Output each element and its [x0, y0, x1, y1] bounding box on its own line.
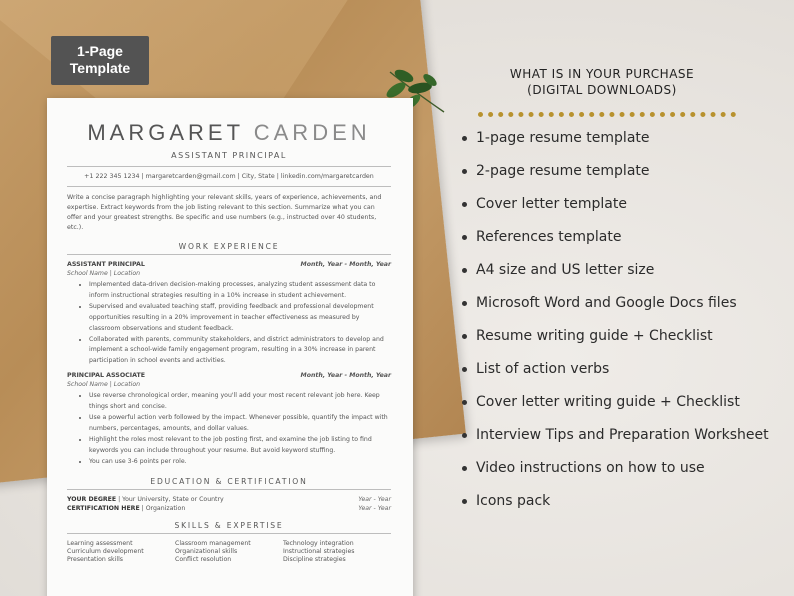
bullet-icon: [462, 169, 467, 174]
purchase-item-label: Cover letter template: [476, 196, 627, 212]
edu-detail: | Organization: [139, 504, 186, 512]
purchase-item-label: Video instructions on how to use: [476, 460, 705, 476]
skill-item: Learning assessment: [67, 539, 133, 547]
skill-item: Conflict resolution: [175, 555, 232, 563]
job-bullet: • Supervised and evaluated teaching staff, providing feedback and professional development opportunities resulting in a 20% improvement in teacher effectiveness as measured by classroom observations and student feedback.: [89, 302, 391, 335]
bullet-icon: [462, 466, 467, 471]
dotted-divider: [478, 112, 736, 117]
purchase-heading-line-2: (DIGITAL DOWNLOADS): [527, 83, 677, 97]
purchase-item: [462, 394, 782, 410]
education-row: [67, 505, 391, 512]
purchase-list: [462, 130, 782, 526]
purchase-item: [462, 163, 782, 179]
purchase-item: [462, 196, 782, 212]
purchase-item-label: Icons pack: [476, 493, 551, 509]
bullet-icon: [462, 136, 467, 141]
work-section-title: WORK EXPERIENCE: [178, 242, 280, 251]
job-title: ASSISTANT PRINCIPAL: [67, 261, 145, 268]
divider: [67, 533, 391, 534]
job-title: PRINCIPAL ASSOCIATE: [67, 372, 146, 380]
first-name: MARGARET: [87, 120, 244, 145]
purchase-item-label: List of action verbs: [476, 361, 610, 377]
skill-item: Instructional strategies: [283, 547, 355, 555]
job-bullet: • Collaborated with parents, community stakeholders, and district administrators to develop and implement a school-wide family engagement program, resulting in a 30% increase in parent participation in school events and activities.: [89, 335, 391, 368]
edu-label: CERTIFICATION HERE: [67, 504, 140, 512]
purchase-heading-line-1: WHAT IS IN YOUR PURCHASE: [509, 67, 695, 81]
skill-item: Discipline strategies: [283, 555, 346, 563]
job-bullet: • You can use 3-6 points per role.: [89, 457, 391, 468]
bullet-icon: [462, 235, 467, 240]
bullet-icon: [462, 367, 467, 372]
edu-detail: | Your University, State or Country: [116, 495, 224, 503]
skill-item: Curriculum development: [67, 547, 144, 555]
bullet-icon: [462, 499, 467, 504]
resume-page: [47, 98, 413, 596]
job-bullet: • Highlight the roles most relevant to the job posting first, and examine the job listing to find keywords you can include throughout your resume. But avoid keyword stuffing.: [89, 435, 391, 457]
divider: [67, 186, 391, 187]
bullet-icon: [462, 301, 467, 306]
purchase-item-label: A4 size and US letter size: [476, 262, 655, 278]
purchase-item: [462, 361, 782, 377]
purchase-item-label: 1-page resume template: [476, 130, 650, 146]
purchase-item-label: Microsoft Word and Google Docs files: [476, 295, 737, 311]
bullet-icon: [462, 268, 467, 273]
edu-label: YOUR DEGREE: [67, 495, 117, 503]
education-row: [67, 496, 391, 503]
page-count-badge: [51, 36, 149, 85]
job-bullet: • Use a powerful action verb followed by the impact. Whenever possible, quantify the impact with numbers, percentages, amounts, and dollar values.: [89, 413, 391, 435]
bullet-icon: [462, 202, 467, 207]
skills-section-title: SKILLS & EXPERTISE: [174, 520, 284, 530]
purchase-item-label: Cover letter writing guide + Checklist: [476, 394, 740, 410]
last-name: CARDEN: [253, 120, 371, 145]
divider: [67, 254, 391, 255]
bullet-icon: [462, 400, 467, 405]
summary-paragraph: Write a concise paragraph highlighting your relevant skills, years of experience, achievements, and expertise. Extract keywords from the job listing relevant to this section. Summarize what you can offer and your greatest strengths. Be specific and use numbers (e.g., instructed over 40 students, etc.).: [67, 194, 382, 231]
purchase-item: [462, 328, 782, 344]
job-entry: [67, 372, 391, 467]
purchase-item: [462, 460, 782, 476]
resume-name: [67, 120, 391, 146]
purchase-item: [462, 427, 782, 443]
purchase-item: [462, 493, 782, 509]
skill-item: Technology integration: [283, 539, 354, 547]
contact-line: +1 222 345 1234 | margaretcarden@gmail.com | City, State | linkedin.com/margaretcarden: [84, 173, 374, 180]
skills-grid: [67, 540, 391, 563]
edu-year: Year - Year: [358, 504, 391, 512]
skill-item: Organizational skills: [175, 547, 238, 555]
purchase-item: [462, 295, 782, 311]
purchase-item-label: References template: [476, 229, 622, 245]
job-school: School Name | Location: [67, 381, 141, 389]
purchase-item: [462, 262, 782, 278]
purchase-heading: [442, 66, 762, 98]
badge-line-2: Template: [69, 60, 131, 76]
skill-item: Presentation skills: [67, 555, 124, 563]
job-entry: [67, 261, 391, 367]
job-bullet: • Use reverse chronological order, meaning you'll add your most recent relevant job here. Keep things short and concise.: [89, 391, 391, 413]
job-dates: Month, Year - Month, Year: [300, 372, 391, 380]
education-section-title: EDUCATION & CERTIFICATION: [150, 476, 308, 486]
badge-line-1: 1-Page: [77, 43, 123, 59]
divider: [67, 489, 391, 490]
job-dates: Month, Year - Month, Year: [300, 261, 391, 268]
job-bullet: • Implemented data-driven decision-making processes, analyzing student assessment data to inform instructional strategies resulting in a 10% increase in student achievement.: [89, 280, 391, 302]
purchase-item-label: Resume writing guide + Checklist: [476, 328, 713, 344]
job-school: School Name | Location: [67, 270, 141, 277]
purchase-item: [462, 229, 782, 245]
bullet-icon: [462, 334, 467, 339]
job-bullets: [67, 391, 391, 467]
resume-role: ASSISTANT PRINCIPAL: [171, 151, 287, 160]
skill-item: Classroom management: [175, 539, 251, 547]
divider: [67, 166, 391, 167]
purchase-item-label: 2-page resume template: [476, 163, 650, 179]
bullet-icon: [462, 433, 467, 438]
edu-year: Year - Year: [358, 495, 391, 503]
job-bullets: [67, 280, 391, 367]
purchase-item: [462, 130, 782, 146]
purchase-item-label: Interview Tips and Preparation Worksheet: [476, 427, 769, 443]
